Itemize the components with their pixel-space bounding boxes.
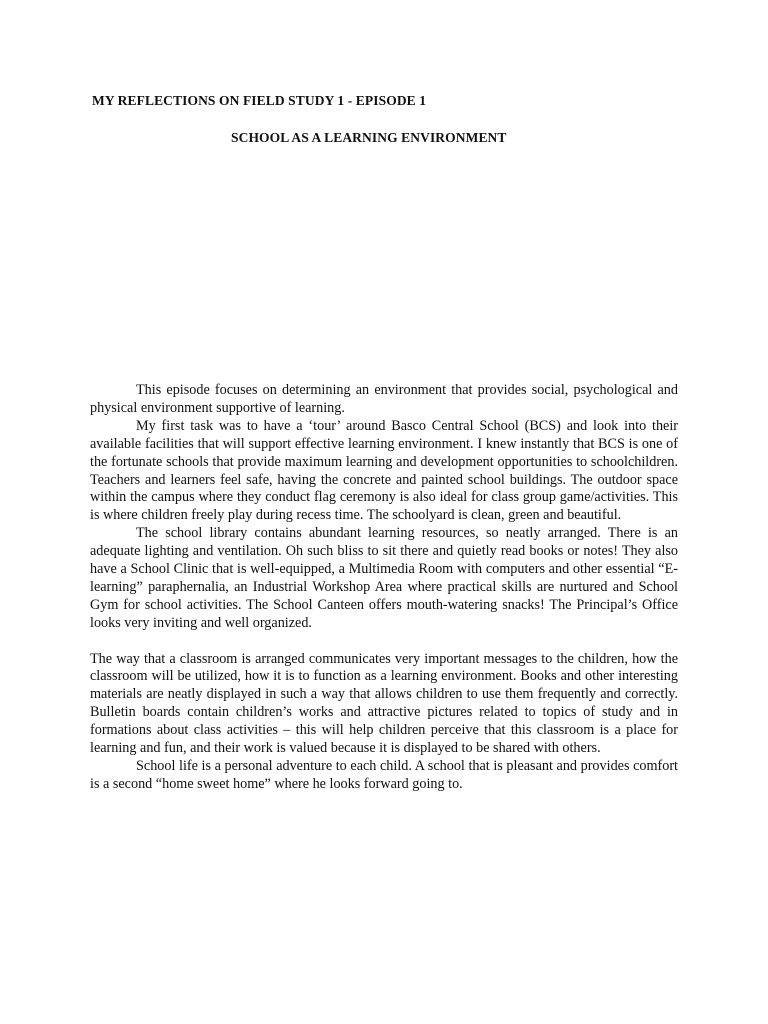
paragraph-facilities: The school library contains abundant learning resources, so neatly arranged. There is an adequate lighting and ventilation. Oh such bliss to sit there and quietly read books or notes! They also have a School Clinic that is well-equipped, a Multimedia Room with computers and other essential “E-learning” paraphernalia, an Industrial Workshop Area where practical skills are nurtured and School Gym for school activities. The School Canteen offers mouth-watering snacks! The Principal’s Office looks very inviting and well organized.: [90, 525, 678, 631]
paragraph-intro: This episode focuses on determining an environment that provides social, psychological and physical environment supportive of learning.: [90, 382, 678, 416]
document-title: MY REFLECTIONS ON FIELD STUDY 1 - EPISODE 1: [92, 93, 427, 108]
paragraph-classroom: The way that a classroom is arranged communicates very important messages to the children, how the classroom will be utilized, how it is to function as a learning environment. Books and other interesting materials are neatly displayed in such a way that allows children to use them frequently and correctly. Bulletin boards contain children’s works and attractive pictures related to topics of study and in formations about class activities – this will help children perceive that this classroom is a place for learning and fun, and their work is valued because it is displayed to be shared with others.: [90, 650, 678, 757]
paragraph-school-life: School life is a personal adventure to each child. A school that is pleasant and provides comfort is a second “home sweet home” where he looks forward going to.: [90, 758, 678, 792]
document-subtitle: SCHOOL AS A LEARNING ENVIRONMENT: [231, 130, 507, 145]
paragraph-tour: My first task was to have a ‘tour’ around Basco Central School (BCS) and look into their available facilities that will support effective learning environment. I knew instantly that BCS is one of the fortunate schools that provide maximum learning and development opportunities to schoolchildren. Teachers and learners feel safe, having the concrete and painted school buildings. The outdoor space within the campus where they conduct flag ceremony is also ideal for class group game/activities. This is where children freely play during recess time. The schoolyard is clean, green and beautiful.: [90, 417, 678, 524]
document-body: [90, 382, 678, 794]
